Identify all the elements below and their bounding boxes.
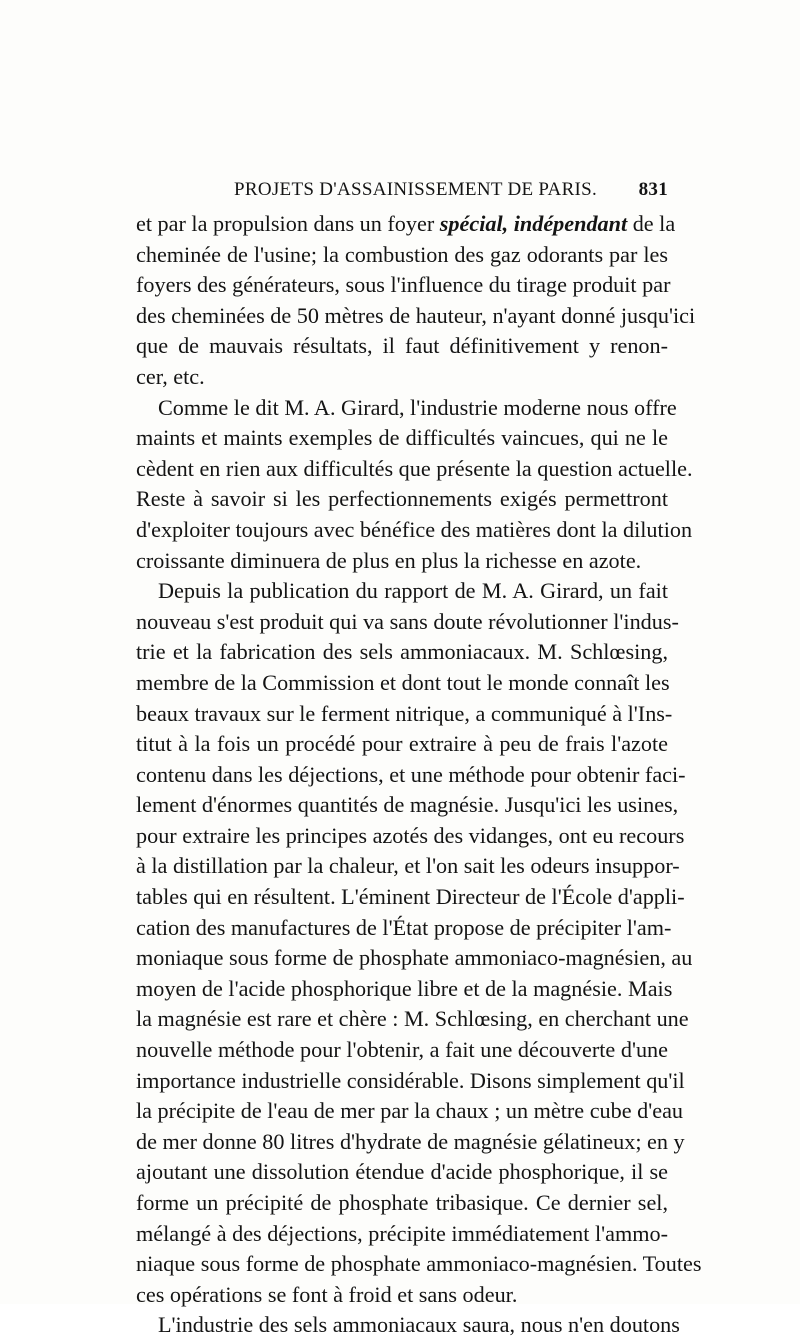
text-line: maints et maints exemples de difficultés vaincues, qui ne le [136,425,668,451]
text-line: tables qui en résultent. L'éminent Directeur de l'École d'appli- [136,884,685,910]
text-line: foyers des générateurs, sous l'influence du tirage produit par [136,272,671,298]
text-line: L'industrie des sels ammoniacaux saura, nous n'en doutons [158,1312,680,1338]
page-number: 831 [638,179,668,200]
paragraph-2 [136,393,693,577]
text-line: beaux travaux sur le ferment nitrique, a communiqué à l'Ins- [136,700,673,726]
text-line: de mer donne 80 litres d'hydrate de magnésie gélatineux; en y [136,1128,685,1154]
text-line: croissante diminuera de plus en plus la richesse en azote. [136,547,642,573]
text-line: que de mauvais résultats, il faut définitivement y renon- [136,333,668,359]
emphasized-text: spécial, indépendant [439,211,628,236]
text-line: à la distillation par la chaleur, et l'on sait les odeurs insuppor- [136,853,680,879]
text-line: niaque sous forme de phosphate ammoniaco-magnésien. Toutes [136,1251,702,1277]
text-line-start: et par la propulsion dans un foyer [136,211,440,236]
text-line: la précipite de l'eau de mer par la chaux ; un mètre cube d'eau [136,1098,684,1124]
running-title: PROJETS D'ASSAINISSEMENT DE PARIS. [234,179,598,200]
text-line: importance industrielle considérable. Disons simplement qu'il [136,1067,685,1093]
text-line: Reste à savoir si les perfectionnements exigés permettront [136,486,668,512]
text-line: ces opérations se font à froid et sans odeur. [136,1281,518,1307]
text-line: membre de la Commission et dont tout le monde connaît les [136,669,670,695]
text-line: nouvelle méthode pour l'obtenir, a fait une découverte d'une [136,1037,668,1063]
text-line [136,209,676,240]
text-line-end: de la [627,211,676,236]
text-line: la magnésie est rare et chère : M. Schlœsing, en cherchant une [136,1006,689,1032]
text-line: mélangé à des déjections, précipite immédiatement l'ammo- [136,1220,668,1246]
body-text [136,209,702,1341]
text-line: cèdent en rien aux difficultés que présente la question actuelle. [136,455,693,481]
text-line: cation des manufactures de l'État propose de précipiter l'am- [136,914,672,940]
text-line: nouveau s'est produit qui va sans doute révolutionner l'indus- [136,608,679,634]
text-line: titut à la fois un procédé pour extraire à peu de frais l'azote [136,731,668,757]
text-line: lement d'énormes quantités de magnésie. Jusqu'ici les usines, [136,792,679,818]
text-line: moyen de l'acide phosphorique libre et de la magnésie. Mais [136,975,673,1001]
text-line: forme un précipité de phosphate tribasique. Ce dernier sel, [136,1190,668,1215]
paragraph-1 [136,209,696,393]
text-line: cer, etc. [136,363,205,389]
paragraph-3 [136,576,702,1310]
text-line: trie et la fabrication des sels ammoniacaux. M. Schlœsing, [136,639,668,665]
text-line: cheminée de l'usine; la combustion des gaz odorants par les [136,241,668,267]
text-line: Depuis la publication du rapport de M. A. Girard, un fait [158,578,668,604]
text-line: Comme le dit M. A. Girard, l'industrie moderne nous offre [158,394,677,420]
text-line: pour extraire les principes azotés des vidanges, ont eu recours [136,822,685,848]
text-line: des cheminées de 50 mètres de hauteur, n'ayant donné jusqu'ici [136,302,696,328]
paragraph-4 [136,1310,680,1341]
text-line: d'exploiter toujours avec bénéfice des matières dont la dilution [136,516,693,542]
text-line: ajoutant une dissolution étendue d'acide phosphorique, il se [136,1159,668,1185]
text-line: moniaque sous forme de phosphate ammoniaco-magnésien, au [136,945,693,971]
text-line: contenu dans les déjections, et une méthode pour obtenir faci- [136,761,686,787]
page-header [136,179,668,209]
